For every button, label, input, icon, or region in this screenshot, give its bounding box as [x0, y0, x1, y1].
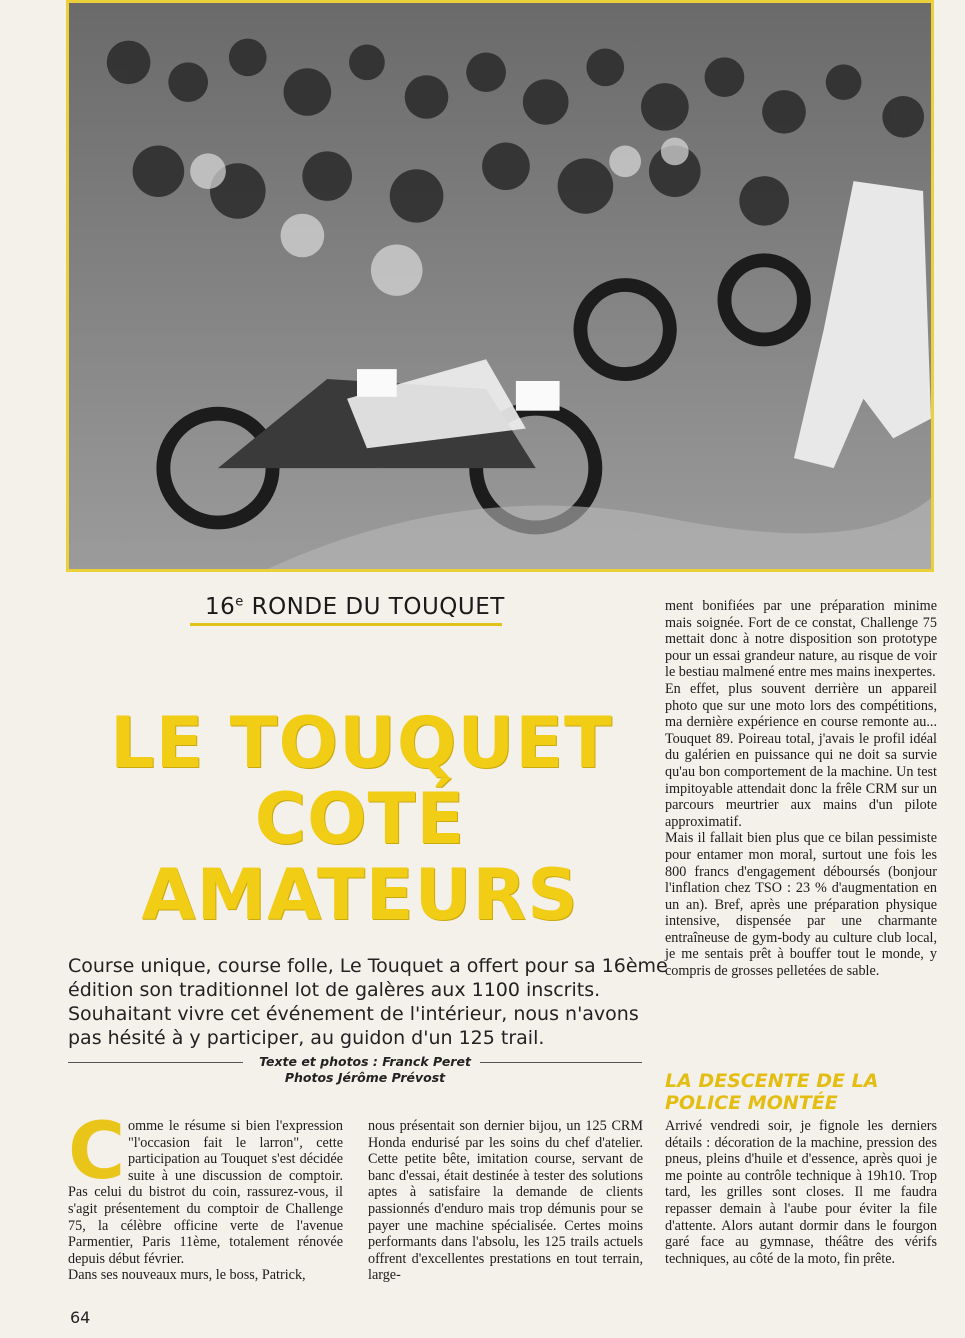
section-number: 16 [205, 594, 236, 620]
column2-paragraph-1: nous présentait son dernier bijou, un 125 CRM Honda endurisé par les soins du chef d'atelier. Cette petite bête, imitation course, servant de banc d'essai, était destinée à tester des solutions aptes à satisfaire la demande de clients passionnés d'enduro mais trop démunis pour se payer une machine spécialisée. Certes moins performants dans l'absolu, les 125 trails actuels offrent d'excellentes prestations en tout terrain, large- [368, 1118, 643, 1284]
column3-paragraph-4: Arrivé vendredi soir, je fignole les derniers détails : décoration de la machine, pression des pneus, pleins d'huile et d'essence, après quoi je me pointe au contrôle technique à 19h10. Trop tard, les grilles sont closes. Il me faudra repasser demain à l'aube pour éviter la file d'attente. Alors autant dormir dans le fourgon garé face au gymnase, théâtre des vérifs techniques, au côté de la moto, fin prête. [665, 1118, 937, 1267]
column3-paragraph-2: En effet, plus souvent derrière un appareil photo que sur une moto lors des compétitions, ma dernière expérience en course remonte au... Touquet 89. Poireau total, j'avais le profil idéal du galérien en puissance qui ne doit sa survie qu'au bon comportement de la machine. Un test impitoyable attendait donc la frêle CRM sur un parcours meurtrier aux mains d'un pilote approximatif. [665, 680, 937, 830]
column3-paragraph-1: ment bonifiées par une préparation minime mais soignée. Fort de ce constat, Challenge 75 mettait donc à notre disposition son prototype pour un essai grandeur nature, au risque de voir le bestiau malmené entre mes mains inexpertes. [665, 598, 937, 681]
body-column-1 [68, 1107, 343, 1284]
credits [190, 1054, 540, 1086]
page-number: 64 [70, 1308, 91, 1327]
body-column-3 [665, 598, 937, 980]
body-column-2 [368, 1118, 643, 1284]
motocross-race-photo-icon [69, 3, 931, 569]
headline-line-1: LE TOUQUET [110, 702, 613, 784]
section-rule [190, 623, 502, 626]
race-photo [66, 0, 934, 572]
section-label [205, 594, 505, 620]
headline-line-2: COTÉ [254, 778, 466, 860]
column3-paragraph-3: Mais il fallait bien plus que ce bilan pessimiste pour entamer mon moral, surtout une fois les 800 francs d'engagement déboursés (bonjour l'inflation chez TSO : 23 % d'augmentation en un an). Bref, après une préparation physique intensive, dispensée par une charmante entraîneuse de gym-body au culture club local, je me sentais prêt à bouffer tout le monde, y compris de grosses pelletées de sable. [665, 830, 937, 980]
drop-cap: C [68, 1107, 126, 1197]
headline-line-3: AMATEURS [141, 854, 579, 936]
section-ordinal: e [235, 594, 244, 610]
intro-paragraph: Course unique, course folle, Le Touquet a offert pour sa 16ème édition son traditionnel lot de galères aux 1100 inscrits. Souhaitant vivre cet événement de l'intérieur, nous n'avons pas hésité à y participer, au guidon d'un 125 trail. [68, 955, 668, 1049]
subheading-line-2: POLICE MONTÉE [665, 1092, 838, 1114]
column1-paragraph-2: Dans ses nouveaux murs, le boss, Patrick, [68, 1267, 306, 1284]
body-column-3-continued [665, 1118, 937, 1267]
credits-author: Texte et photos : Franck Peret [259, 1054, 471, 1069]
credits-photos: Photos Jérôme Prévost [284, 1070, 446, 1085]
column1-paragraph-1: omme le résume si bien l'expression "l'occasion fait le larron", cette participation au Touquet s'est décidée suite à une discussion de comptoir. Pas celui du bistrot du coin, rassurez-vous, il s'agit présentement du comptoir de Challenge 75, la célèbre officine verte de l'avenue Parmentier, Paris 11ème, totalement rénovée depuis début février. [68, 1118, 343, 1267]
headline [110, 702, 613, 936]
section-title: RONDE DU TOUQUET [251, 594, 505, 620]
subheading [665, 1070, 937, 1114]
subheading-line-1: LA DESCENTE DE LA [665, 1070, 879, 1092]
